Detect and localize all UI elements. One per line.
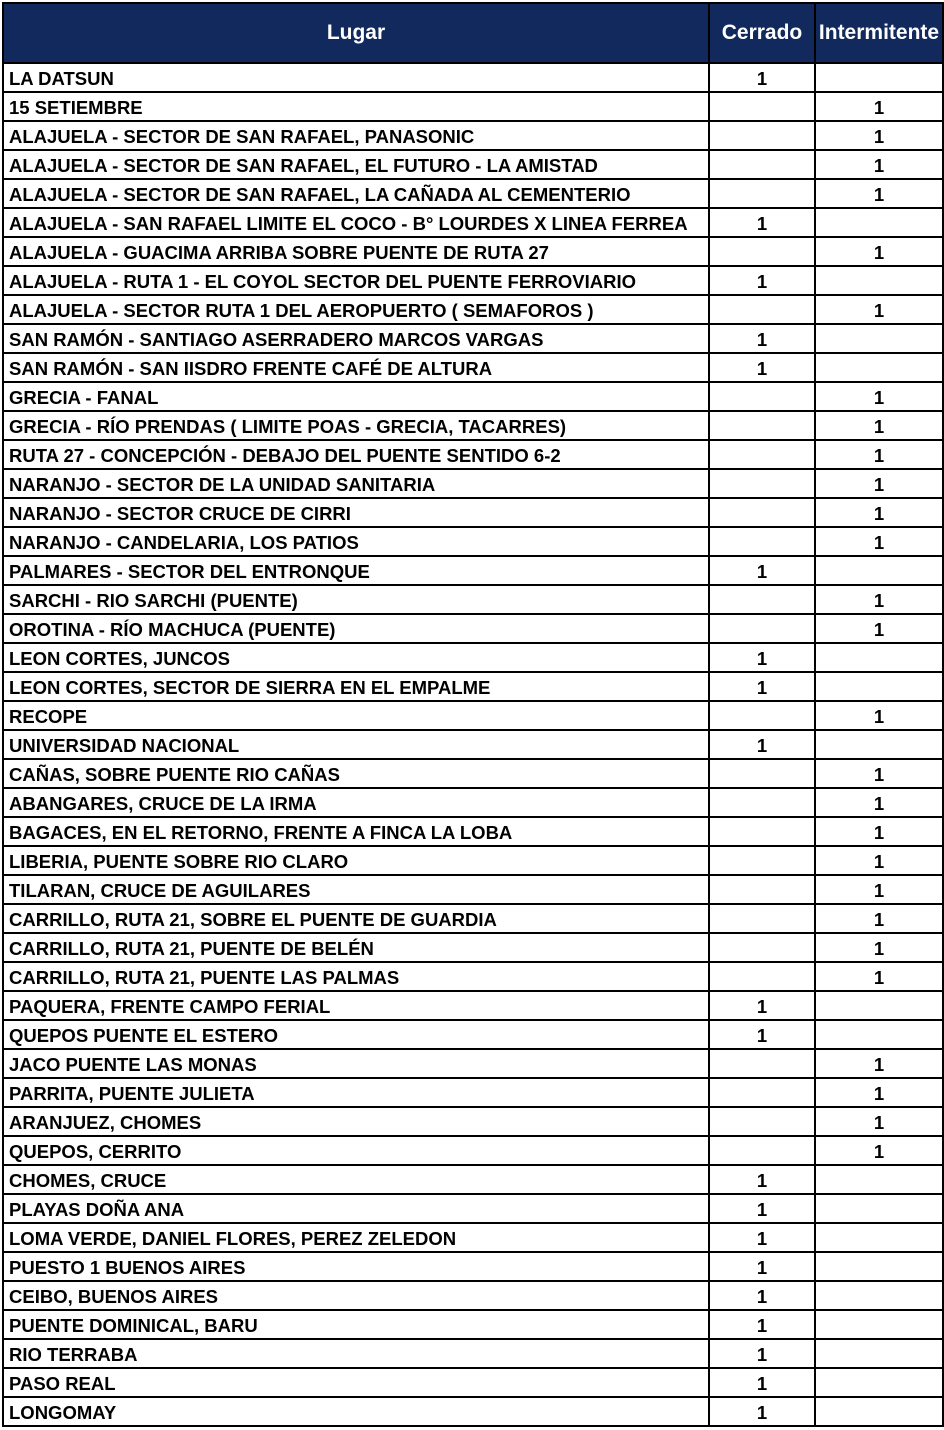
table-row (3, 1165, 943, 1194)
cerrado-cell[interactable] (709, 846, 815, 875)
cerrado-cell[interactable]: 1 (709, 556, 815, 585)
closures-table (2, 2, 944, 1427)
lugar-cell[interactable]: CHOMES, CRUCE (3, 1165, 709, 1194)
intermitente-cell[interactable] (815, 1252, 943, 1281)
cerrado-cell[interactable] (709, 904, 815, 933)
table-row (3, 788, 943, 817)
table-row (3, 614, 943, 643)
table-row (3, 846, 943, 875)
cerrado-cell[interactable] (709, 1136, 815, 1165)
intermitente-cell[interactable]: 1 (815, 237, 943, 266)
table-row (3, 150, 943, 179)
cerrado-cell[interactable]: 1 (709, 1194, 815, 1223)
intermitente-cell[interactable]: 1 (815, 904, 943, 933)
table-row (3, 730, 943, 759)
table-row (3, 179, 943, 208)
table-row (3, 1194, 943, 1223)
table-row (3, 1368, 943, 1397)
table-row (3, 440, 943, 469)
cerrado-cell[interactable] (709, 411, 815, 440)
lugar-cell[interactable]: PASO REAL (3, 1368, 709, 1397)
intermitente-cell[interactable] (815, 1368, 943, 1397)
lugar-cell[interactable]: CARRILLO, RUTA 21, SOBRE EL PUENTE DE GUARDIA (3, 904, 709, 933)
lugar-cell[interactable]: RECOPE (3, 701, 709, 730)
intermitente-cell[interactable] (815, 730, 943, 759)
cerrado-cell[interactable] (709, 1107, 815, 1136)
cerrado-cell[interactable] (709, 382, 815, 411)
table-row (3, 672, 943, 701)
cerrado-cell[interactable]: 1 (709, 991, 815, 1020)
intermitente-cell[interactable] (815, 1194, 943, 1223)
cerrado-cell[interactable]: 1 (709, 1339, 815, 1368)
lugar-cell[interactable]: GRECIA - RÍO PRENDAS ( LIMITE POAS - GRECIA, TACARRES) (3, 411, 709, 440)
lugar-cell[interactable]: ALAJUELA - SAN RAFAEL LIMITE EL COCO - B° LOURDES X LINEA FERREA (3, 208, 709, 237)
lugar-cell[interactable]: LEON CORTES, SECTOR DE SIERRA EN EL EMPALME (3, 672, 709, 701)
intermitente-cell[interactable] (815, 556, 943, 585)
cerrado-cell[interactable] (709, 527, 815, 556)
table-row (3, 933, 943, 962)
intermitente-cell[interactable] (815, 1223, 943, 1252)
table-row (3, 92, 943, 121)
lugar-cell[interactable]: TILARAN, CRUCE DE AGUILARES (3, 875, 709, 904)
cerrado-cell[interactable] (709, 92, 815, 121)
intermitente-cell[interactable] (815, 208, 943, 237)
lugar-cell[interactable]: PUENTE DOMINICAL, BARU (3, 1310, 709, 1339)
intermitente-cell[interactable]: 1 (815, 1078, 943, 1107)
lugar-cell[interactable]: CAÑAS, SOBRE PUENTE RIO CAÑAS (3, 759, 709, 788)
cerrado-cell[interactable]: 1 (709, 324, 815, 353)
lugar-cell[interactable]: CARRILLO, RUTA 21, PUENTE LAS PALMAS (3, 962, 709, 991)
table-row (3, 237, 943, 266)
table-row (3, 121, 943, 150)
intermitente-cell[interactable] (815, 1020, 943, 1049)
lugar-cell[interactable]: GRECIA - FANAL (3, 382, 709, 411)
lugar-cell[interactable]: SAN RAMÓN - SAN IISDRO FRENTE CAFÉ DE ALTURA (3, 353, 709, 382)
cerrado-cell[interactable] (709, 933, 815, 962)
table-row (3, 1049, 943, 1078)
lugar-cell[interactable]: UNIVERSIDAD NACIONAL (3, 730, 709, 759)
cerrado-cell[interactable]: 1 (709, 266, 815, 295)
intermitente-cell[interactable] (815, 1281, 943, 1310)
cerrado-cell[interactable] (709, 614, 815, 643)
lugar-cell[interactable]: ALAJUELA - RUTA 1 - EL COYOL SECTOR DEL PUENTE FERROVIARIO (3, 266, 709, 295)
header-lugar[interactable]: Lugar (3, 3, 709, 63)
cerrado-cell[interactable]: 1 (709, 1368, 815, 1397)
intermitente-cell[interactable]: 1 (815, 527, 943, 556)
lugar-cell[interactable]: CEIBO, BUENOS AIRES (3, 1281, 709, 1310)
table-row (3, 556, 943, 585)
cerrado-cell[interactable]: 1 (709, 643, 815, 672)
intermitente-cell[interactable]: 1 (815, 295, 943, 324)
intermitente-cell[interactable] (815, 991, 943, 1020)
table-row (3, 1339, 943, 1368)
cerrado-cell[interactable] (709, 788, 815, 817)
cerrado-cell[interactable]: 1 (709, 672, 815, 701)
intermitente-cell[interactable]: 1 (815, 933, 943, 962)
lugar-cell[interactable]: ALAJUELA - SECTOR DE SAN RAFAEL, LA CAÑADA AL CEMENTERIO (3, 179, 709, 208)
cerrado-cell[interactable]: 1 (709, 1252, 815, 1281)
lugar-cell[interactable]: PLAYAS DOÑA ANA (3, 1194, 709, 1223)
intermitente-cell[interactable]: 1 (815, 92, 943, 121)
cerrado-cell[interactable] (709, 875, 815, 904)
lugar-cell[interactable]: LA DATSUN (3, 63, 709, 92)
cerrado-cell[interactable]: 1 (709, 1223, 815, 1252)
table-row (3, 962, 943, 991)
table-row (3, 875, 943, 904)
lugar-cell[interactable]: LONGOMAY (3, 1397, 709, 1426)
intermitente-cell[interactable] (815, 324, 943, 353)
table-row (3, 1107, 943, 1136)
table-row (3, 643, 943, 672)
intermitente-cell[interactable] (815, 1397, 943, 1426)
intermitente-cell[interactable] (815, 643, 943, 672)
lugar-cell[interactable]: ALAJUELA - SECTOR DE SAN RAFAEL, PANASONIC (3, 121, 709, 150)
table-row (3, 1252, 943, 1281)
intermitente-cell[interactable]: 1 (815, 150, 943, 179)
intermitente-cell[interactable]: 1 (815, 701, 943, 730)
table-row (3, 1310, 943, 1339)
lugar-cell[interactable]: SAN RAMÓN - SANTIAGO ASERRADERO MARCOS VARGAS (3, 324, 709, 353)
intermitente-cell[interactable]: 1 (815, 121, 943, 150)
intermitente-cell[interactable]: 1 (815, 1136, 943, 1165)
header-row (3, 3, 943, 63)
lugar-cell[interactable]: LEON CORTES, JUNCOS (3, 643, 709, 672)
cerrado-cell[interactable]: 1 (709, 1310, 815, 1339)
cerrado-cell[interactable]: 1 (709, 1281, 815, 1310)
lugar-cell[interactable]: PALMARES - SECTOR DEL ENTRONQUE (3, 556, 709, 585)
intermitente-cell[interactable]: 1 (815, 759, 943, 788)
table-row (3, 411, 943, 440)
intermitente-cell[interactable]: 1 (815, 440, 943, 469)
table-row (3, 1223, 943, 1252)
table-row (3, 991, 943, 1020)
cerrado-cell[interactable]: 1 (709, 1165, 815, 1194)
cerrado-cell[interactable]: 1 (709, 1397, 815, 1426)
lugar-cell[interactable]: RIO TERRABA (3, 1339, 709, 1368)
cerrado-cell[interactable] (709, 440, 815, 469)
table-row (3, 527, 943, 556)
intermitente-cell[interactable] (815, 266, 943, 295)
intermitente-cell[interactable]: 1 (815, 1107, 943, 1136)
lugar-cell[interactable]: JACO PUENTE LAS MONAS (3, 1049, 709, 1078)
cerrado-cell[interactable] (709, 237, 815, 266)
intermitente-cell[interactable]: 1 (815, 1049, 943, 1078)
lugar-cell[interactable]: QUEPOS, CERRITO (3, 1136, 709, 1165)
lugar-cell[interactable]: PARRITA, PUENTE JULIETA (3, 1078, 709, 1107)
intermitente-cell[interactable]: 1 (815, 614, 943, 643)
table-row (3, 208, 943, 237)
header-intermitente[interactable]: Intermitente (815, 3, 943, 63)
lugar-cell[interactable]: ABANGARES, CRUCE DE LA IRMA (3, 788, 709, 817)
cerrado-cell[interactable]: 1 (709, 63, 815, 92)
table-row (3, 585, 943, 614)
cerrado-cell[interactable]: 1 (709, 730, 815, 759)
table-row (3, 759, 943, 788)
lugar-cell[interactable]: PAQUERA, FRENTE CAMPO FERIAL (3, 991, 709, 1020)
intermitente-cell[interactable] (815, 1339, 943, 1368)
table-row (3, 1078, 943, 1107)
lugar-cell[interactable]: LOMA VERDE, DANIEL FLORES, PEREZ ZELEDON (3, 1223, 709, 1252)
intermitente-cell[interactable] (815, 672, 943, 701)
table-body (3, 63, 943, 1426)
table-row (3, 1020, 943, 1049)
cerrado-cell[interactable] (709, 150, 815, 179)
table-row (3, 1281, 943, 1310)
cerrado-cell[interactable] (709, 962, 815, 991)
cerrado-cell[interactable] (709, 498, 815, 527)
table-row (3, 1397, 943, 1426)
intermitente-cell[interactable] (815, 63, 943, 92)
cerrado-cell[interactable]: 1 (709, 208, 815, 237)
lugar-cell[interactable]: RUTA 27 - CONCEPCIÓN - DEBAJO DEL PUENTE SENTIDO 6-2 (3, 440, 709, 469)
lugar-cell[interactable]: BAGACES, EN EL RETORNO, FRENTE A FINCA LA LOBA (3, 817, 709, 846)
lugar-cell[interactable]: NARANJO - CANDELARIA, LOS PATIOS (3, 527, 709, 556)
lugar-cell[interactable]: 15 SETIEMBRE (3, 92, 709, 121)
intermitente-cell[interactable] (815, 1310, 943, 1339)
lugar-cell[interactable]: PUESTO 1 BUENOS AIRES (3, 1252, 709, 1281)
lugar-cell[interactable]: ARANJUEZ, CHOMES (3, 1107, 709, 1136)
table-row (3, 295, 943, 324)
cerrado-cell[interactable] (709, 759, 815, 788)
header-cerrado[interactable]: Cerrado (709, 3, 815, 63)
lugar-cell[interactable]: NARANJO - SECTOR CRUCE DE CIRRI (3, 498, 709, 527)
cerrado-cell[interactable] (709, 179, 815, 208)
cerrado-cell[interactable] (709, 295, 815, 324)
lugar-cell[interactable]: ALAJUELA - SECTOR DE SAN RAFAEL, EL FUTURO - LA AMISTAD (3, 150, 709, 179)
intermitente-cell[interactable]: 1 (815, 498, 943, 527)
lugar-cell[interactable]: ALAJUELA - GUACIMA ARRIBA SOBRE PUENTE DE RUTA 27 (3, 237, 709, 266)
intermitente-cell[interactable] (815, 353, 943, 382)
table-row (3, 817, 943, 846)
intermitente-cell[interactable]: 1 (815, 382, 943, 411)
table-row (3, 382, 943, 411)
table-row (3, 324, 943, 353)
lugar-cell[interactable]: SARCHI - RIO SARCHI (PUENTE) (3, 585, 709, 614)
lugar-cell[interactable]: OROTINA - RÍO MACHUCA (PUENTE) (3, 614, 709, 643)
cerrado-cell[interactable] (709, 585, 815, 614)
cerrado-cell[interactable] (709, 1049, 815, 1078)
intermitente-cell[interactable] (815, 1165, 943, 1194)
cerrado-cell[interactable] (709, 817, 815, 846)
table-row (3, 469, 943, 498)
table-row (3, 701, 943, 730)
lugar-cell[interactable]: NARANJO - SECTOR DE LA UNIDAD SANITARIA (3, 469, 709, 498)
table-row (3, 498, 943, 527)
lugar-cell[interactable]: ALAJUELA - SECTOR RUTA 1 DEL AEROPUERTO ( SEMAFOROS ) (3, 295, 709, 324)
lugar-cell[interactable]: CARRILLO, RUTA 21, PUENTE DE BELÉN (3, 933, 709, 962)
table-row (3, 266, 943, 295)
intermitente-cell[interactable]: 1 (815, 875, 943, 904)
cerrado-cell[interactable] (709, 469, 815, 498)
table-row (3, 63, 943, 92)
cerrado-cell[interactable]: 1 (709, 353, 815, 382)
intermitente-cell[interactable]: 1 (815, 411, 943, 440)
intermitente-cell[interactable]: 1 (815, 788, 943, 817)
lugar-cell[interactable]: QUEPOS PUENTE EL ESTERO (3, 1020, 709, 1049)
cerrado-cell[interactable] (709, 1078, 815, 1107)
intermitente-cell[interactable]: 1 (815, 846, 943, 875)
intermitente-cell[interactable]: 1 (815, 469, 943, 498)
intermitente-cell[interactable]: 1 (815, 179, 943, 208)
lugar-cell[interactable]: LIBERIA, PUENTE SOBRE RIO CLARO (3, 846, 709, 875)
intermitente-cell[interactable]: 1 (815, 962, 943, 991)
table-row (3, 1136, 943, 1165)
table-row (3, 353, 943, 382)
cerrado-cell[interactable] (709, 121, 815, 150)
intermitente-cell[interactable]: 1 (815, 817, 943, 846)
intermitente-cell[interactable]: 1 (815, 585, 943, 614)
cerrado-cell[interactable] (709, 701, 815, 730)
table-row (3, 904, 943, 933)
cerrado-cell[interactable]: 1 (709, 1020, 815, 1049)
